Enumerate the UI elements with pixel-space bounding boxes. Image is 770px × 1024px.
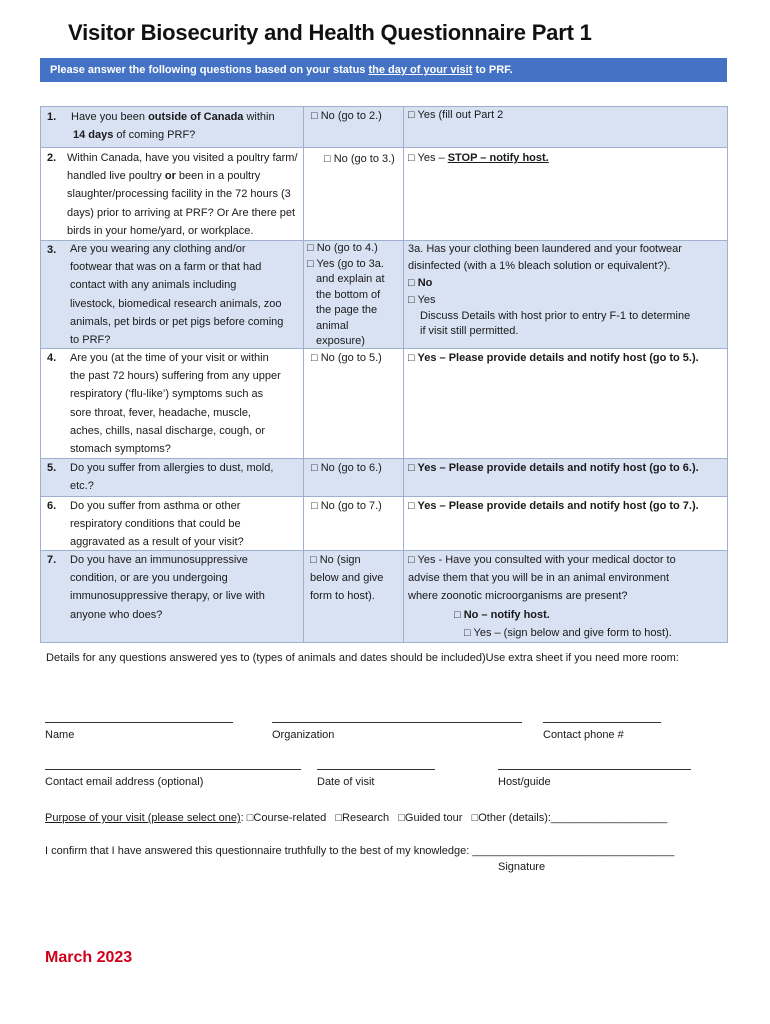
question-number: 6. xyxy=(47,500,57,512)
question-text: Do you suffer from allergies to dust, mold, etc.? xyxy=(70,462,274,493)
purpose-course-checkbox[interactable]: □Course-related xyxy=(246,812,327,824)
question-row-1 xyxy=(40,106,728,147)
organization-input-line[interactable] xyxy=(272,722,522,723)
email-label: Contact email address (optional) xyxy=(45,776,204,788)
banner-text-underlined: the day of your visit xyxy=(368,64,473,76)
question-text: Are you (at the time of your visit or within the past 72 hours) suffering from any upper respiratory (‘flu-like’) symptoms such as sore throat, fever, headache, muscle, aches, chills, nasal discharge, cough, or stomach symptoms? xyxy=(70,352,281,456)
purpose-label: Purpose of your visit (please select one) xyxy=(45,812,241,824)
question-text: Within Canada, have you visited a poultry farm/ handled live poultry or been in a poultry slaughter/processing facility in the 72 hours (3 days) prior to arriving at PRF? Or Are there pet birds in your home/yard, or workplace. xyxy=(67,152,298,237)
question-row-5 xyxy=(40,458,728,496)
option-yes[interactable]: □ Yes – STOP – notify host. xyxy=(408,152,549,164)
question-number: 5. xyxy=(47,462,57,474)
banner-text-pre: Please answer the following questions based on your status xyxy=(50,64,369,76)
question-number: 7. xyxy=(47,554,57,566)
details-instructions: Details for any questions answered yes to (types of animals and dates should be included)Use extra sheet if you need more room: xyxy=(46,652,679,664)
question-text: Are you wearing any clothing and/or footwear that was on a farm or that had contact with any animals including livestock, biomedical research animals, zoo animals, pet birds or pet pigs before coming to PRF? xyxy=(70,243,284,347)
date-input-line[interactable] xyxy=(317,769,435,770)
option-no-and-yes-3a[interactable]: □ No (go to 4.) □ Yes (go to 3a. and explain at the bottom of the page the animal exposure) xyxy=(307,242,385,347)
purpose-other-checkbox[interactable]: □Other (details):___________________ xyxy=(471,812,668,824)
option-yes[interactable]: □ Yes – Please provide details and notify host (go to 5.). xyxy=(408,352,699,364)
email-input-line[interactable] xyxy=(45,769,301,770)
question-number: 4. xyxy=(47,352,57,364)
banner-text-post: to PRF. xyxy=(472,64,513,76)
question-text: Do you suffer from asthma or other respiratory conditions that could be aggravated as a result of your visit? xyxy=(70,500,244,549)
option-yes[interactable]: □ Yes - Have you consulted with your medical doctor to advise them that you will be in an animal environment where zoonotic microorganisms are present? □ No – notify host. □ Yes – (sign below and give form to host). xyxy=(408,551,676,642)
host-label: Host/guide xyxy=(498,776,551,788)
question-row-6 xyxy=(40,496,728,550)
question-row-2 xyxy=(40,147,728,240)
question-row-4 xyxy=(40,348,728,458)
name-input-line[interactable] xyxy=(45,722,233,723)
question-row-3 xyxy=(40,240,728,348)
option-no[interactable]: □ No (go to 2.) xyxy=(311,110,382,122)
question-number: 3. xyxy=(47,244,57,256)
purpose-row: Purpose of your visit (please select one): □Course-related □Research □Guided tour □Other (details):___________________ xyxy=(45,812,668,824)
followup-3a: 3a. Has your clothing been laundered and your footwear disinfected (with a 1% bleach solution or equivalent?). □ No □ Yes Discuss Details with host prior to entry F-1 to determine if visit still permitted. xyxy=(408,243,691,337)
phone-input-line[interactable] xyxy=(543,722,661,723)
question-text: Have you been outside of Canada within 14 days of coming PRF? xyxy=(71,111,275,142)
page-title: Visitor Biosecurity and Health Questionnaire Part 1 xyxy=(68,20,592,45)
footer-date: March 2023 xyxy=(45,949,133,966)
phone-label: Contact phone # xyxy=(543,729,624,741)
instruction-banner xyxy=(40,58,727,82)
organization-label: Organization xyxy=(272,729,335,741)
option-no[interactable]: □ No (sign below and give form to host). xyxy=(310,554,384,603)
question-text: Do you have an immunosuppressive condition, or are you undergoing immunosuppressive therapy, or live with anyone who does? xyxy=(70,554,265,621)
option-3a-yes[interactable]: □ Yes xyxy=(408,294,436,306)
purpose-research-checkbox[interactable]: □Research xyxy=(335,812,390,824)
option-yes[interactable]: □ Yes – Please provide details and notify host (go to 6.). xyxy=(408,462,699,474)
host-input-line[interactable] xyxy=(498,769,691,770)
option-3a-no[interactable]: □ No xyxy=(408,277,433,289)
option-no[interactable]: □ No (go to 3.) xyxy=(324,153,395,165)
date-label: Date of visit xyxy=(317,776,375,788)
option-7-sub-no[interactable]: □ No – notify host. xyxy=(454,608,550,621)
option-no[interactable]: □ No (go to 7.) xyxy=(311,500,382,512)
option-yes[interactable]: □ Yes (fill out Part 2 xyxy=(408,109,504,121)
question-number: 2. xyxy=(47,152,57,164)
question-row-7 xyxy=(40,550,728,643)
confirmation-statement: I confirm that I have answered this questionnaire truthfully to the best of my knowledge: _________________________________ xyxy=(45,845,675,857)
option-7-sub-yes[interactable]: □ Yes – (sign below and give form to host). xyxy=(464,626,672,639)
question-number: 1. xyxy=(47,111,57,123)
purpose-tour-checkbox[interactable]: □Guided tour xyxy=(398,812,463,824)
name-label: Name xyxy=(45,729,75,741)
option-no[interactable]: □ No (go to 6.) xyxy=(311,462,382,474)
option-no[interactable]: □ No (go to 5.) xyxy=(311,352,382,364)
signature-label: Signature xyxy=(498,861,546,873)
option-yes[interactable]: □ Yes – Please provide details and notify host (go to 7.). xyxy=(408,500,699,512)
